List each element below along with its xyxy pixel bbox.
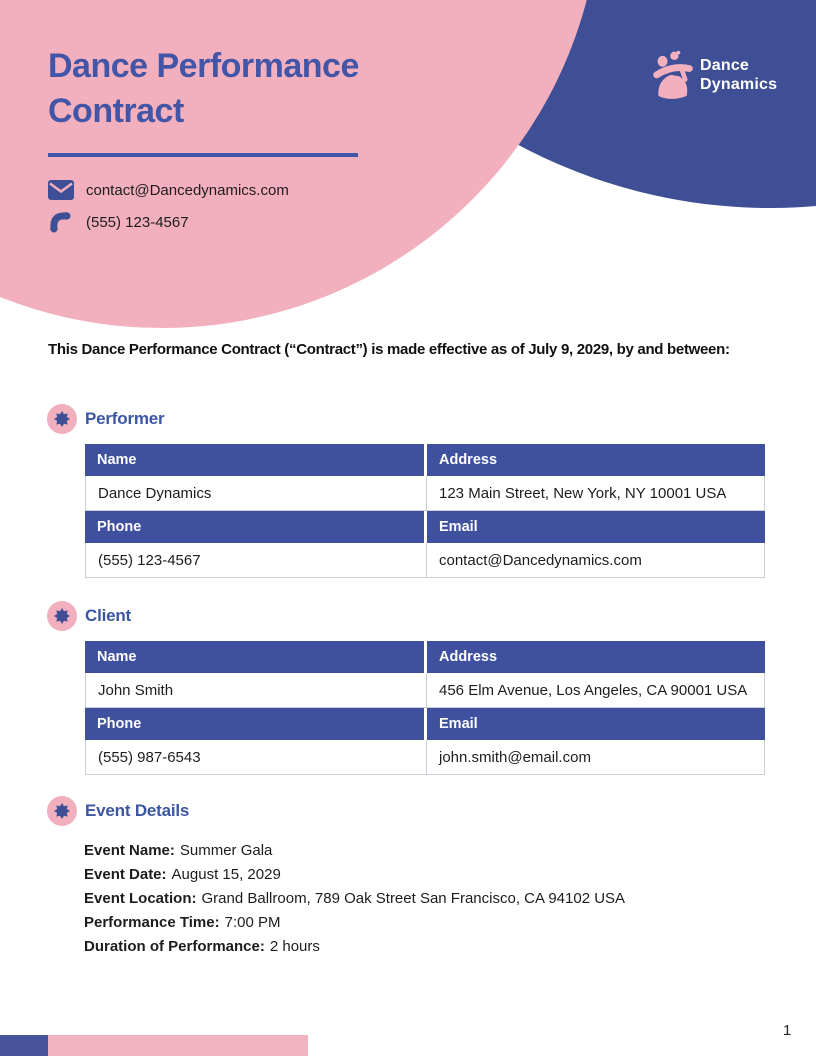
contract-effective-statement: This Dance Performance Contract (“Contract”) is made effective as of July 9, 2029, by and between: xyxy=(48,341,730,358)
table-row xyxy=(85,444,765,476)
performance-duration-label: Duration of Performance: xyxy=(84,938,265,955)
phone-icon xyxy=(48,210,74,234)
performance-duration-value: 2 hours xyxy=(269,938,320,955)
header-email-text: contact@Dancedynamics.com xyxy=(86,181,289,199)
section-title-client: Client xyxy=(85,606,132,625)
table-data-cell: 123 Main Street, New York, NY 10001 USA xyxy=(426,476,765,511)
event-date-line xyxy=(84,863,625,887)
table-row xyxy=(85,708,765,740)
section-title-event-details: Event Details xyxy=(85,801,190,820)
header-phone-text: (555) 123-4567 xyxy=(86,213,189,231)
table-header-cell: Name xyxy=(85,641,427,673)
event-name-label: Event Name: xyxy=(84,842,175,859)
event-location-line xyxy=(84,887,625,911)
footer-pink-bar xyxy=(48,1035,308,1056)
mail-icon xyxy=(48,178,74,202)
event-name-value: Summer Gala xyxy=(179,842,273,859)
table-row xyxy=(85,641,765,673)
company-logo xyxy=(653,48,777,100)
page-number: 1 xyxy=(783,1022,792,1039)
table-header-cell: Email xyxy=(427,511,765,543)
header-email-row xyxy=(48,178,289,202)
performance-duration-line xyxy=(84,935,625,959)
footer-blue-bar xyxy=(0,1035,48,1056)
performer-table xyxy=(85,444,765,578)
section-heading-event-details xyxy=(47,796,189,826)
company-logo-text xyxy=(700,56,777,100)
logo-name-line2: Dynamics xyxy=(700,76,778,93)
dancing-couple-icon xyxy=(653,48,693,100)
table-row xyxy=(85,740,765,775)
client-table xyxy=(85,641,765,775)
event-location-label: Event Location: xyxy=(84,890,197,907)
performance-time-line xyxy=(84,911,625,935)
table-data-cell: 456 Elm Avenue, Los Angeles, CA 90001 USA xyxy=(426,673,765,708)
table-header-cell: Phone xyxy=(85,708,427,740)
performance-time-value: 7:00 PM xyxy=(224,914,281,931)
event-details-list xyxy=(84,839,625,959)
table-data-cell: contact@Dancedynamics.com xyxy=(426,543,765,578)
table-header-cell: Name xyxy=(85,444,427,476)
table-row xyxy=(85,476,765,511)
table-header-cell: Address xyxy=(427,641,765,673)
table-data-cell: (555) 987-6543 xyxy=(85,740,427,775)
table-header-cell: Address xyxy=(427,444,765,476)
section-title-performer: Performer xyxy=(85,409,165,428)
table-data-cell: John Smith xyxy=(85,673,427,708)
section-heading-performer xyxy=(47,404,164,434)
table-row xyxy=(85,511,765,543)
starburst-icon xyxy=(47,404,77,434)
starburst-icon xyxy=(47,796,77,826)
table-header-cell: Phone xyxy=(85,511,427,543)
performance-time-label: Performance Time: xyxy=(84,914,220,931)
page-title xyxy=(48,44,359,134)
table-row xyxy=(85,673,765,708)
event-date-value: August 15, 2029 xyxy=(171,866,281,883)
header-phone-row xyxy=(48,210,189,234)
page-title-line2: Contract xyxy=(48,92,184,130)
event-date-label: Event Date: xyxy=(84,866,167,883)
logo-name-line1: Dance xyxy=(700,57,750,74)
event-name-line xyxy=(84,839,625,863)
title-underline xyxy=(48,153,358,157)
table-data-cell: (555) 123-4567 xyxy=(85,543,427,578)
table-row xyxy=(85,543,765,578)
table-header-cell: Email xyxy=(427,708,765,740)
starburst-icon xyxy=(47,601,77,631)
table-data-cell: Dance Dynamics xyxy=(85,476,427,511)
page-title-line1: Dance Performance xyxy=(48,47,359,85)
section-heading-client xyxy=(47,601,131,631)
table-data-cell: john.smith@email.com xyxy=(426,740,765,775)
event-location-value: Grand Ballroom, 789 Oak Street San Francisco, CA 94102 USA xyxy=(201,890,626,907)
